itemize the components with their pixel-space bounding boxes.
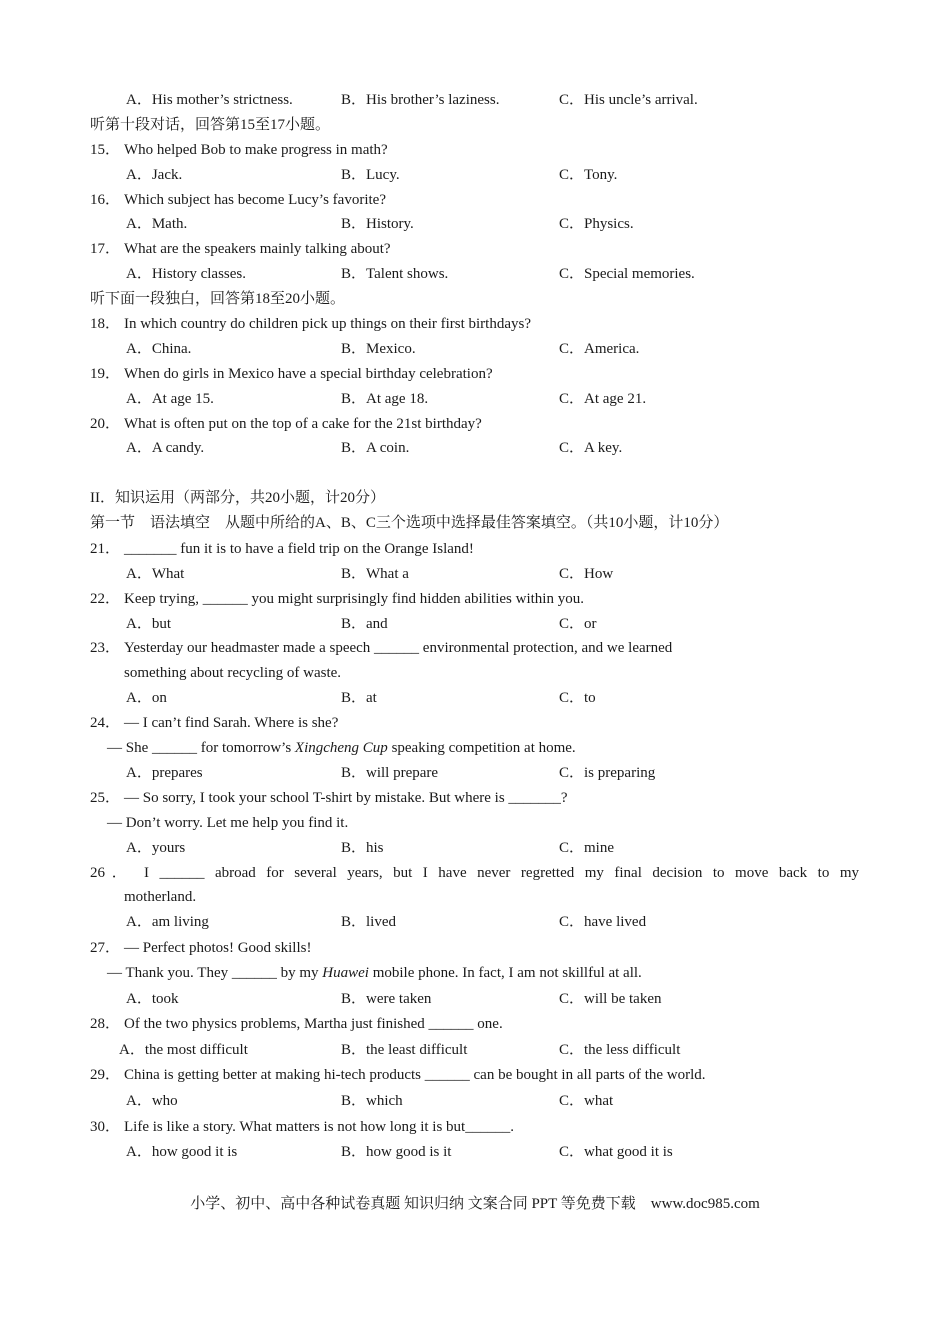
- question-stem: China is getting better at making hi-tech products ______ can be bought in all parts of the world.: [124, 1067, 706, 1083]
- option-b: B．Talent shows.: [341, 266, 449, 282]
- reply-text: — She ______ for tomorrow’s: [107, 740, 295, 756]
- question-number: 29．: [90, 1067, 121, 1083]
- question-26: 26． I ______ abroad for several years, but I have never regretted my final decision to move back to my: [90, 865, 859, 881]
- option-c: C．the less difficult: [559, 1042, 681, 1058]
- question-stem: What is often put on the top of a cake for the 21st birthday?: [124, 416, 482, 432]
- question-stem: Yesterday our headmaster made a speech ______ environmental protection, and we learned: [124, 640, 673, 656]
- option-a: A．Math.: [126, 216, 188, 232]
- question-stem: — Perfect photos! Good skills!: [124, 940, 312, 956]
- option-b: B．how good is it: [341, 1144, 452, 1160]
- option-a: A．Jack.: [126, 167, 183, 183]
- question-27-reply: [107, 963, 642, 983]
- question-number: 18．: [90, 316, 121, 332]
- question-stem: In which country do children pick up things on their first birthdays?: [124, 316, 531, 332]
- option-c: C．How: [559, 566, 614, 582]
- question-stem: When do girls in Mexico have a special birthday celebration?: [124, 366, 493, 382]
- reply-text-end: mobile phone. In fact, I am not skillful at all.: [368, 965, 642, 981]
- option-c: C．His uncle’s arrival.: [559, 92, 698, 108]
- question-stem: — So sorry, I took your school T-shirt by mistake. But where is _______?: [124, 790, 568, 806]
- question-number: 28．: [90, 1016, 121, 1032]
- page-footer: 小学、初中、高中各种试卷真题 知识归纳 文案合同 PPT 等免费下载 www.doc985.com: [190, 1196, 760, 1212]
- question-stem: Keep trying, ______ you might surprisingly find hidden abilities within you.: [124, 591, 584, 607]
- option-a: A．prepares: [126, 765, 203, 781]
- section-2-part-1-instruction: 第一节 语法填空 从题中所给的A、B、C三个选项中选择最佳答案填空。（共10小题，计10分）: [90, 515, 729, 531]
- option-b: B．the least difficult: [341, 1042, 468, 1058]
- option-a: A．how good it is: [126, 1144, 238, 1160]
- reply-emphasis: Huawei: [322, 965, 369, 981]
- question-stem: Which subject has become Lucy’s favorite?: [124, 192, 386, 208]
- question-stem: _______ fun it is to have a field trip on the Orange Island!: [124, 541, 474, 557]
- option-b: B．his: [341, 840, 384, 856]
- option-c: C．At age 21.: [559, 391, 647, 407]
- question-stem-line-2: something about recycling of waste.: [124, 665, 342, 681]
- option-b: B．were taken: [341, 991, 432, 1007]
- option-a: A．His mother’s strictness.: [126, 92, 293, 108]
- option-a: A．What: [126, 566, 185, 582]
- question-25-reply: — Don’t worry. Let me help you find it.: [107, 815, 349, 831]
- question-stem: — I can’t find Sarah. Where is she?: [124, 715, 339, 731]
- option-c: C．is preparing: [559, 765, 656, 781]
- option-a: A．History classes.: [126, 266, 246, 282]
- option-a: A．am living: [126, 914, 209, 930]
- option-b: B．will prepare: [341, 765, 439, 781]
- question-stem: What are the speakers mainly talking about?: [124, 241, 391, 257]
- option-c: C．America.: [559, 341, 640, 357]
- option-b: B．What a: [341, 566, 409, 582]
- option-b: B．Lucy.: [341, 167, 400, 183]
- option-b: B．lived: [341, 914, 396, 930]
- option-a: A．A candy.: [126, 440, 205, 456]
- option-c: C．have lived: [559, 914, 647, 930]
- question-number: 22．: [90, 591, 121, 607]
- option-c: C．what: [559, 1093, 614, 1109]
- question-number: 15．: [90, 142, 121, 158]
- question-number: 19．: [90, 366, 121, 382]
- question-number: 25．: [90, 790, 121, 806]
- question-number: 27．: [90, 940, 121, 956]
- reply-emphasis: Xingcheng Cup: [294, 740, 388, 756]
- question-stem: Of the two physics problems, Martha just finished ______ one.: [124, 1016, 503, 1032]
- question-number: 24．: [90, 715, 121, 731]
- option-a: A．China.: [126, 341, 192, 357]
- option-a: A．but: [126, 616, 172, 632]
- option-a: A．At age 15.: [126, 391, 214, 407]
- option-c: C．will be taken: [559, 991, 662, 1007]
- section-2-title: II．知识运用（两部分，共20小题，计20分）: [90, 490, 385, 506]
- question-number: 23．: [90, 640, 121, 656]
- instruction-monologue: 听下面一段独白，回答第18至20小题。: [90, 291, 346, 307]
- option-a: A．who: [126, 1093, 178, 1109]
- question-number: 17．: [90, 241, 121, 257]
- option-c: C．what good it is: [559, 1144, 673, 1160]
- option-a: A．took: [126, 991, 179, 1007]
- option-c: C．to: [559, 690, 596, 706]
- reply-text-end: speaking competition at home.: [387, 740, 576, 756]
- instruction-dialogue-10: 听第十段对话，回答第15至17小题。: [90, 117, 331, 133]
- reply-text: — Thank you. They ______ by my: [107, 965, 323, 981]
- option-b: B．His brother’s laziness.: [341, 92, 500, 108]
- question-number: 16．: [90, 192, 121, 208]
- option-c: C．mine: [559, 840, 614, 856]
- option-a: A．yours: [126, 840, 186, 856]
- question-stem-line-2: motherland.: [124, 889, 197, 905]
- question-24-reply: [107, 738, 576, 758]
- question-stem: Who helped Bob to make progress in math?: [124, 142, 388, 158]
- option-b: B．Mexico.: [341, 341, 416, 357]
- option-c: C．or: [559, 616, 597, 632]
- option-b: B．and: [341, 616, 388, 632]
- option-b: B．which: [341, 1093, 403, 1109]
- option-c: C．Special memories.: [559, 266, 695, 282]
- question-stem: Life is like a story. What matters is not how long it is but______.: [124, 1119, 514, 1135]
- question-number: 21．: [90, 541, 121, 557]
- option-b: B．at: [341, 690, 377, 706]
- option-a: A．the most difficult: [119, 1042, 248, 1058]
- question-number: 30．: [90, 1119, 121, 1135]
- option-c: C．A key.: [559, 440, 623, 456]
- option-a: A．on: [126, 690, 167, 706]
- option-b: B．History.: [341, 216, 414, 232]
- question-number: 20．: [90, 416, 121, 432]
- option-c: C．Tony.: [559, 167, 618, 183]
- option-b: B．A coin.: [341, 440, 410, 456]
- option-c: C．Physics.: [559, 216, 634, 232]
- option-b: B．At age 18.: [341, 391, 429, 407]
